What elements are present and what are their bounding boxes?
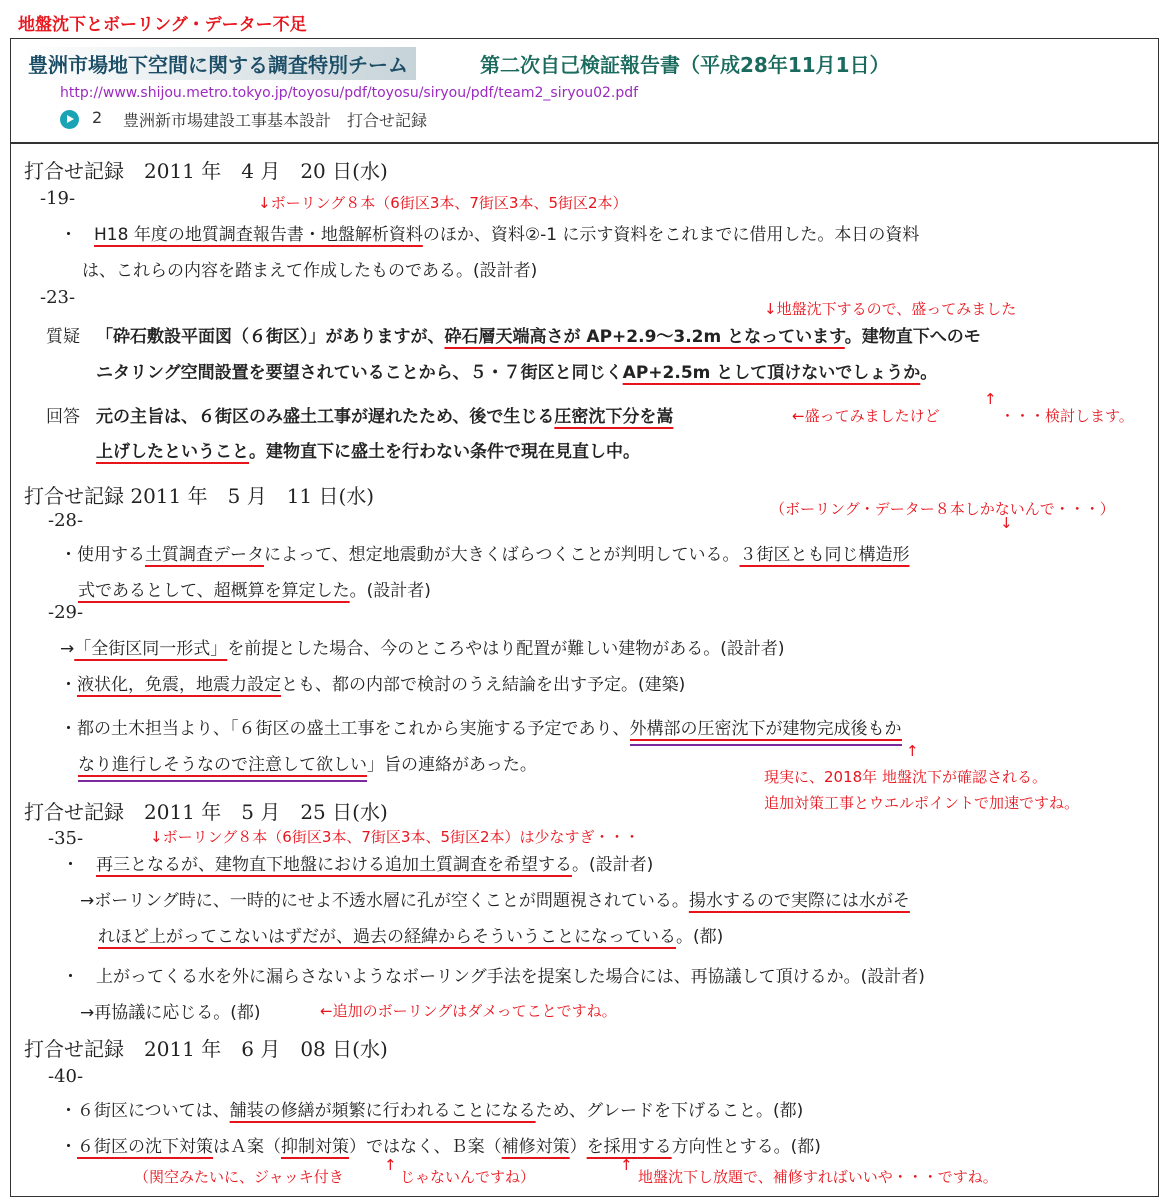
record-line xyxy=(60,540,910,565)
record-line xyxy=(62,850,653,875)
text: ため、グレードを下げること。(都) xyxy=(535,1101,804,1121)
annotation-too-few: ↓ボーリング８本（6街区3本、7街区3本、5街区2本）は少なすぎ・・・ xyxy=(150,828,640,846)
record-line xyxy=(60,1096,803,1121)
record-line xyxy=(60,220,919,245)
highlight: ３街区とも同じ構造形 xyxy=(739,545,910,565)
text: 。(設計者) xyxy=(349,581,431,601)
record-line xyxy=(60,670,685,695)
record-title: 打合せ記録 2011 年 6 月 08 日(水) xyxy=(24,1037,388,1061)
highlight: 再三となるが、建物直下地盤における追加土質調査を希望する xyxy=(96,855,572,875)
annotation-no-more-boring: ←追加のボーリングはダメってことですね。 xyxy=(320,1002,617,1020)
report-title: 第二次自己検証報告書（平成28年11月1日） xyxy=(480,53,890,77)
highlight: 揚水するので実際には水がそ xyxy=(688,891,910,911)
text: はＡ案（ xyxy=(213,1137,281,1157)
highlight: 砕石層天端高さが AP+2.9～3.2m となっています xyxy=(444,327,845,347)
text: ・ xyxy=(62,855,96,875)
text: によって、想定地震動が大きくばらつくことが判明している。 xyxy=(264,545,740,565)
record-line xyxy=(78,750,537,775)
page-number: -29- xyxy=(48,602,84,623)
text: 。 xyxy=(920,363,938,383)
record-line xyxy=(80,886,910,911)
page-number: -35- xyxy=(48,828,84,849)
record-line xyxy=(96,402,673,427)
record-title: 打合せ記録 2011 年 5 月 11 日(水) xyxy=(24,484,375,508)
highlight: 液状化，免震，地震力設定 xyxy=(77,675,281,695)
annotation-subsidence-2018: 現実に、2018年 地盤沈下が確認される。 xyxy=(764,768,1047,786)
question-label: 質疑 xyxy=(46,327,80,347)
annotation-repair-policy: 地盤沈下し放題で、補修すればいいや・・・ですね。 xyxy=(638,1168,998,1186)
annotation-fill: ↓地盤沈下するので、盛ってみました xyxy=(764,300,1017,318)
record-line xyxy=(60,634,785,659)
highlight: AP+2.5m として頂けないでしょうか xyxy=(622,363,921,383)
highlight: 圧密沈下分を嵩 xyxy=(554,407,674,427)
record-line xyxy=(98,922,723,947)
annotation-arrow: ↑ xyxy=(906,742,919,760)
text: 方向性とする。(都) xyxy=(671,1137,821,1157)
text: 。建物直下に盛土を行わない条件で現在見直し中。 xyxy=(249,442,640,462)
item-number: 2 xyxy=(92,108,103,127)
highlight: H18 年度の地質調査報告書・地盤解析資料 xyxy=(94,225,423,245)
annotation-review: ・・・検討します。 xyxy=(1000,407,1134,425)
text: を前提とした場合、今のところやはり配置が難しい建物がある。(設計者) xyxy=(227,639,785,659)
text: のほか、資料②-1 に示す資料をこれまでに借用した。本日の資料 xyxy=(422,225,920,245)
text: ）ではなく、Ｂ案（ xyxy=(349,1137,502,1157)
record-title: 打合せ記録 2011 年 5 月 25 日(水) xyxy=(24,800,388,824)
record-title: 打合せ記録 2011 年 4 月 20 日(水) xyxy=(24,159,388,183)
play-icon xyxy=(60,110,79,129)
page-number: -19- xyxy=(40,188,76,209)
text: ・使用する xyxy=(60,545,145,565)
annotation-arrow: ↑ xyxy=(984,390,997,408)
annotation-data-shortage: （ボーリング・データー８本しかないんで・・・） xyxy=(770,500,1115,518)
text: → xyxy=(60,639,75,659)
record-line: ・ 上がってくる水を外に漏らさないようなボーリング手法を提案した場合には、再協議して頂けるか。(設計者) xyxy=(62,967,925,987)
annotation-kansai-jack: （関空みたいに、ジャッキ付き xyxy=(134,1168,344,1186)
highlight: ６街区の沈下対策 xyxy=(77,1137,213,1157)
highlight: 式であるとして、超概算を算定した xyxy=(78,581,350,601)
bullet: ・ xyxy=(60,225,94,245)
highlight: 上げしたということ xyxy=(96,442,249,462)
text: ） xyxy=(569,1137,587,1157)
text: ・６街区については、 xyxy=(60,1101,230,1121)
highlight: 抑制対策 xyxy=(281,1137,349,1157)
highlight: 舗装の修繕が頻繁に行われることになる xyxy=(229,1101,536,1121)
record-line xyxy=(78,576,431,601)
annotation-additional-work: 追加対策工事とウエルポイントで加速ですね。 xyxy=(764,794,1080,812)
text: 。建物直下へのモ xyxy=(844,327,981,347)
highlight: れほど上がってこないはずだが、過去の経緯からそういうことになっている xyxy=(98,927,676,947)
text: 。(設計者) xyxy=(572,855,654,875)
source-url[interactable]: http://www.shijou.metro.tokyo.jp/toyosu/pdf/toyosu/siryou/pdf/team2_siryou02.pdf xyxy=(60,85,639,101)
text: 「砕石敷設平面図（６街区）」がありますが、 xyxy=(96,327,445,347)
highlight: を採用する xyxy=(586,1137,672,1157)
record-line: は、これらの内容を踏まえて作成したものである。(設計者) xyxy=(82,261,538,281)
text: ・ xyxy=(60,675,77,695)
annotation-not-jack: じゃないんですね） xyxy=(400,1168,536,1186)
highlight: 補修対策 xyxy=(501,1137,570,1157)
text: ・ xyxy=(60,1137,77,1157)
text: ニタリング空間設置を要望されていることから、５・７街区と同じく xyxy=(96,363,623,383)
annotation-arrow: ↓ xyxy=(1000,514,1013,532)
text: 。(都) xyxy=(676,927,724,947)
team-label: 豊洲市場地下空間に関する調査特別チーム xyxy=(24,47,416,80)
page-number: -28- xyxy=(48,510,84,531)
text: →ボーリング時に、一時的にせよ不透水層に孔が空くことが問題視されている。 xyxy=(80,891,689,911)
highlight: 土質調査データ xyxy=(145,545,264,565)
record-line xyxy=(60,714,902,739)
answer-label: 回答 xyxy=(46,407,80,427)
annotation-arrow: ↑ xyxy=(384,1156,397,1174)
text: ・都の土木担当より、「６街区の盛土工事をこれから実施する予定であり、 xyxy=(60,719,630,739)
page-title: 地盤沈下とボーリング・データー不足 xyxy=(18,15,307,35)
record-line xyxy=(60,1132,821,1157)
annotation-arrow: ↑ xyxy=(620,1156,633,1174)
record-line xyxy=(96,437,640,462)
highlight-double: 外構部の圧密沈下が建物完成後もか xyxy=(629,719,902,739)
record-line: →再協議に応じる。(都) xyxy=(80,1003,261,1023)
highlight-double: なり進行しそうなので注意して欲しい xyxy=(78,755,367,775)
record-line xyxy=(96,358,937,383)
text: とも、都の内部で検討のうえ結論を出す予定。(建築) xyxy=(281,675,686,695)
annotation-boring-count: ↓ボーリング８本（6街区3本、7街区3本、5街区2本） xyxy=(258,194,628,212)
record-line xyxy=(96,322,981,347)
text: 元の主旨は、６街区のみ盛土工事が遅れたため、後で生じる xyxy=(96,407,555,427)
annotation-fill-result: ←盛ってみましたけど xyxy=(792,407,940,425)
page-number: -40- xyxy=(48,1066,84,1087)
item-title: 豊洲新市場建設工事基本設計 打合せ記録 xyxy=(123,111,428,130)
highlight: 「全街区同一形式」 xyxy=(74,639,228,659)
text: 」旨の連絡があった。 xyxy=(367,755,537,775)
page-number: -23- xyxy=(40,287,76,308)
